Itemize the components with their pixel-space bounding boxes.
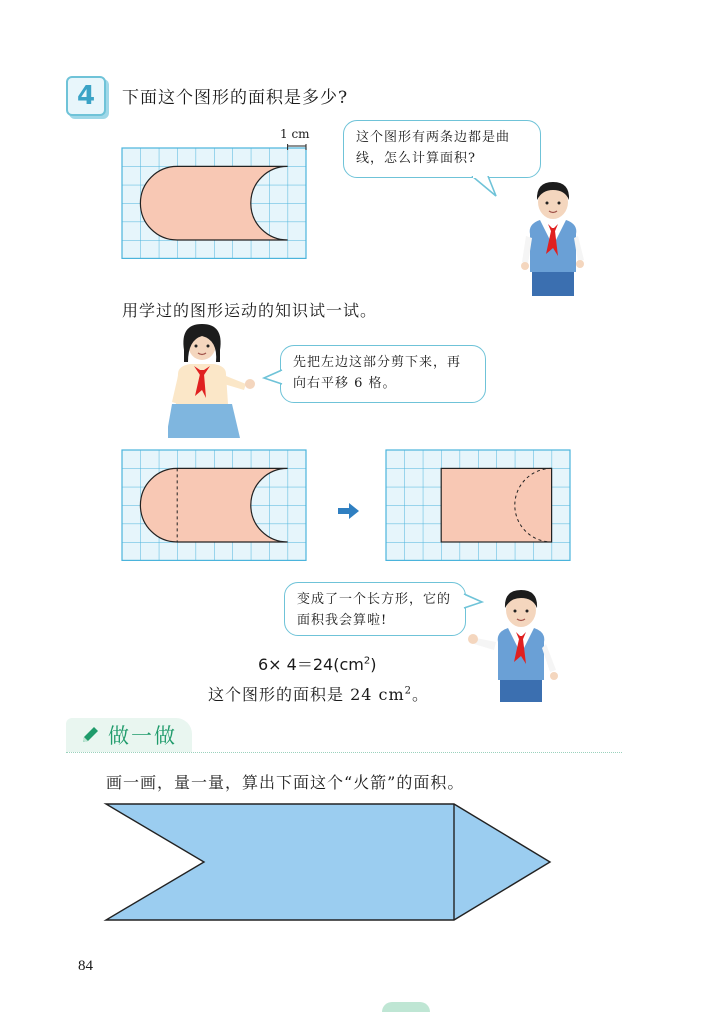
- practice-heading: [66, 718, 192, 752]
- problem-number-badge: [66, 76, 106, 116]
- bubble-text: 变成了一个长方形，它的 面积我会算啦!: [297, 592, 452, 628]
- practice-task: 画一画，量一量，算出下面这个“火箭”的面积。: [106, 773, 465, 792]
- formula-conclusion: [208, 682, 429, 705]
- formula-main: 6× 4＝24(cm: [258, 655, 364, 674]
- bottom-tab-decoration: [382, 1002, 430, 1012]
- arrow-right-icon: [338, 503, 360, 519]
- instruction-text: 用学过的图形运动的知识试一试。: [122, 301, 378, 320]
- conclusion-end: 。: [412, 685, 430, 704]
- bubble-tail: [262, 368, 284, 388]
- problem-title: 下面这个图形的面积是多少?: [122, 88, 349, 108]
- formula-close: ): [370, 655, 377, 674]
- girl-figure: [168, 322, 264, 440]
- bubble-tail: [470, 176, 500, 198]
- page-number: 84: [78, 958, 93, 974]
- boy-figure-1: [518, 176, 588, 298]
- conclusion-superscript: 2: [404, 685, 413, 697]
- speech-bubble-girl-hint: [280, 345, 486, 403]
- original-shape-grid: [118, 144, 310, 264]
- formula-superscript: 2: [363, 655, 371, 667]
- boy-figure-2: [468, 584, 572, 704]
- problem-number: 4: [76, 81, 96, 111]
- rectangle-result-grid: [382, 446, 574, 566]
- unit-label: 1 cm: [280, 127, 310, 141]
- bubble-text: 先把左边这部分剪下来，再 向右平移 6 格。: [293, 355, 462, 391]
- result-rectangle: [441, 468, 551, 542]
- formula-calculation: [258, 652, 376, 675]
- section-divider: [66, 752, 622, 753]
- bubble-text: 这个图形有两条边都是曲 线，怎么计算面积?: [356, 130, 511, 166]
- rocket-shape: [100, 798, 556, 928]
- pencil-icon: [80, 725, 100, 745]
- speech-bubble-boy-answer: [284, 582, 466, 636]
- cut-shape-grid: [118, 446, 310, 566]
- practice-heading-text: 做一做: [108, 724, 177, 748]
- speech-bubble-boy-question: [343, 120, 541, 178]
- conclusion-main: 这个图形的面积是 24 cm: [208, 685, 405, 704]
